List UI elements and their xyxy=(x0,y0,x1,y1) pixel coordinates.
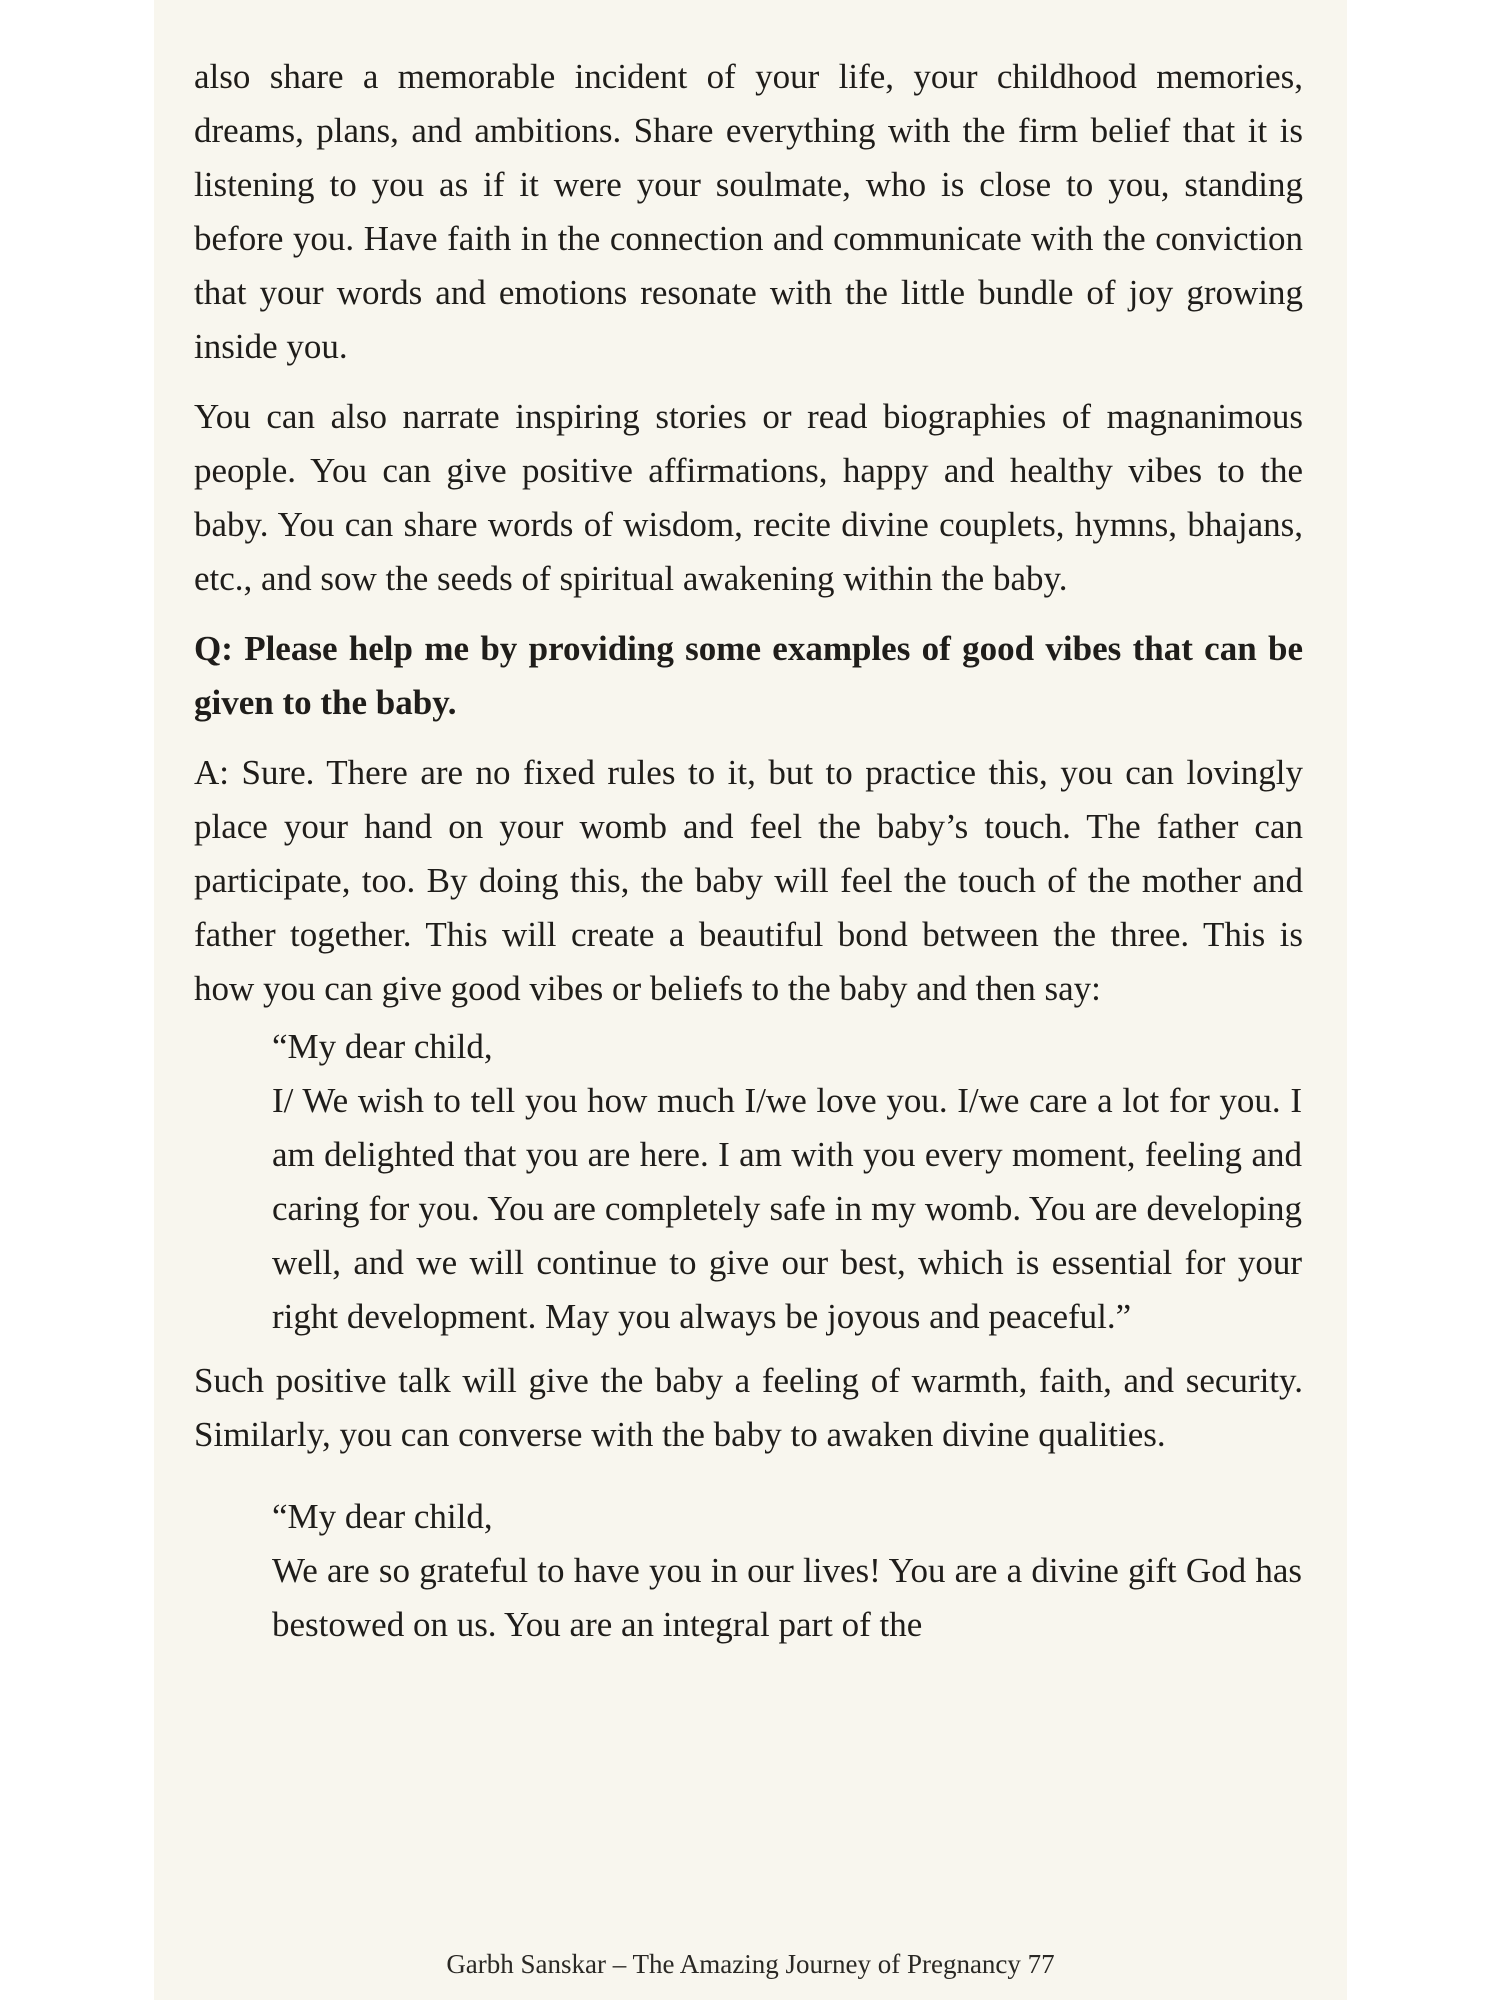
answer-paragraph: A: Sure. There are no fixed rules to it, but to practice this, you can lovingly place your hand on your womb and feel the baby’s touch. The father can participate, too. By doing this, the baby will feel the touch of the mother and father together. This will create a beautiful bond between the three. This is how you can give good vibes or beliefs to the baby and then say: xyxy=(194,753,1303,1008)
quote-1-greeting: “My dear child, xyxy=(272,1027,493,1066)
page-footer: Garbh Sanskar – The Amazing Journey of Pregnancy 77 xyxy=(446,1949,1055,1979)
quote-2-body: We are so grateful to have you in our lives! You are a divine gift God has bestowed on us. You are an integral part of the xyxy=(272,1551,1302,1644)
question-heading: Q: Please help me by providing some examples of good vibes that can be given to the baby. xyxy=(194,629,1303,722)
quote-2-greeting: “My dear child, xyxy=(272,1497,493,1536)
paragraph-2: You can also narrate inspiring stories or read biographies of magnanimous people. You can give positive affirmations, happy and healthy vibes to the baby. You can share words of wisdom, recite divine couplets, hymns, bhajans, etc., and sow the seeds of spiritual awakening within the baby. xyxy=(194,397,1303,598)
paragraph-3: Such positive talk will give the baby a feeling of warmth, faith, and security. Similarly, you can converse with the baby to awaken divine qualities. xyxy=(194,1361,1303,1454)
quote-block-1 xyxy=(194,1020,1303,1344)
paragraph-1: also share a memorable incident of your life, your childhood memories, dreams, plans, and ambitions. Share everything with the firm belief that it is listening to you as if it were your soulmate, who is close to you, standing before you. Have faith in the connection and communicate with the conviction that your words and emotions resonate with the little bundle of joy growing inside you. xyxy=(194,57,1303,366)
quote-block-2 xyxy=(194,1490,1303,1652)
quote-1-body: I/ We wish to tell you how much I/we love you. I/we care a lot for you. I am delighted that you are here. I am with you every moment, feeling and caring for you. You are completely safe in my womb. You are developing well, and we will continue to give our best, which is essential for your right development. May you always be joyous and peaceful.” xyxy=(272,1081,1302,1336)
book-page xyxy=(154,0,1347,2000)
page-body xyxy=(194,50,1303,1652)
